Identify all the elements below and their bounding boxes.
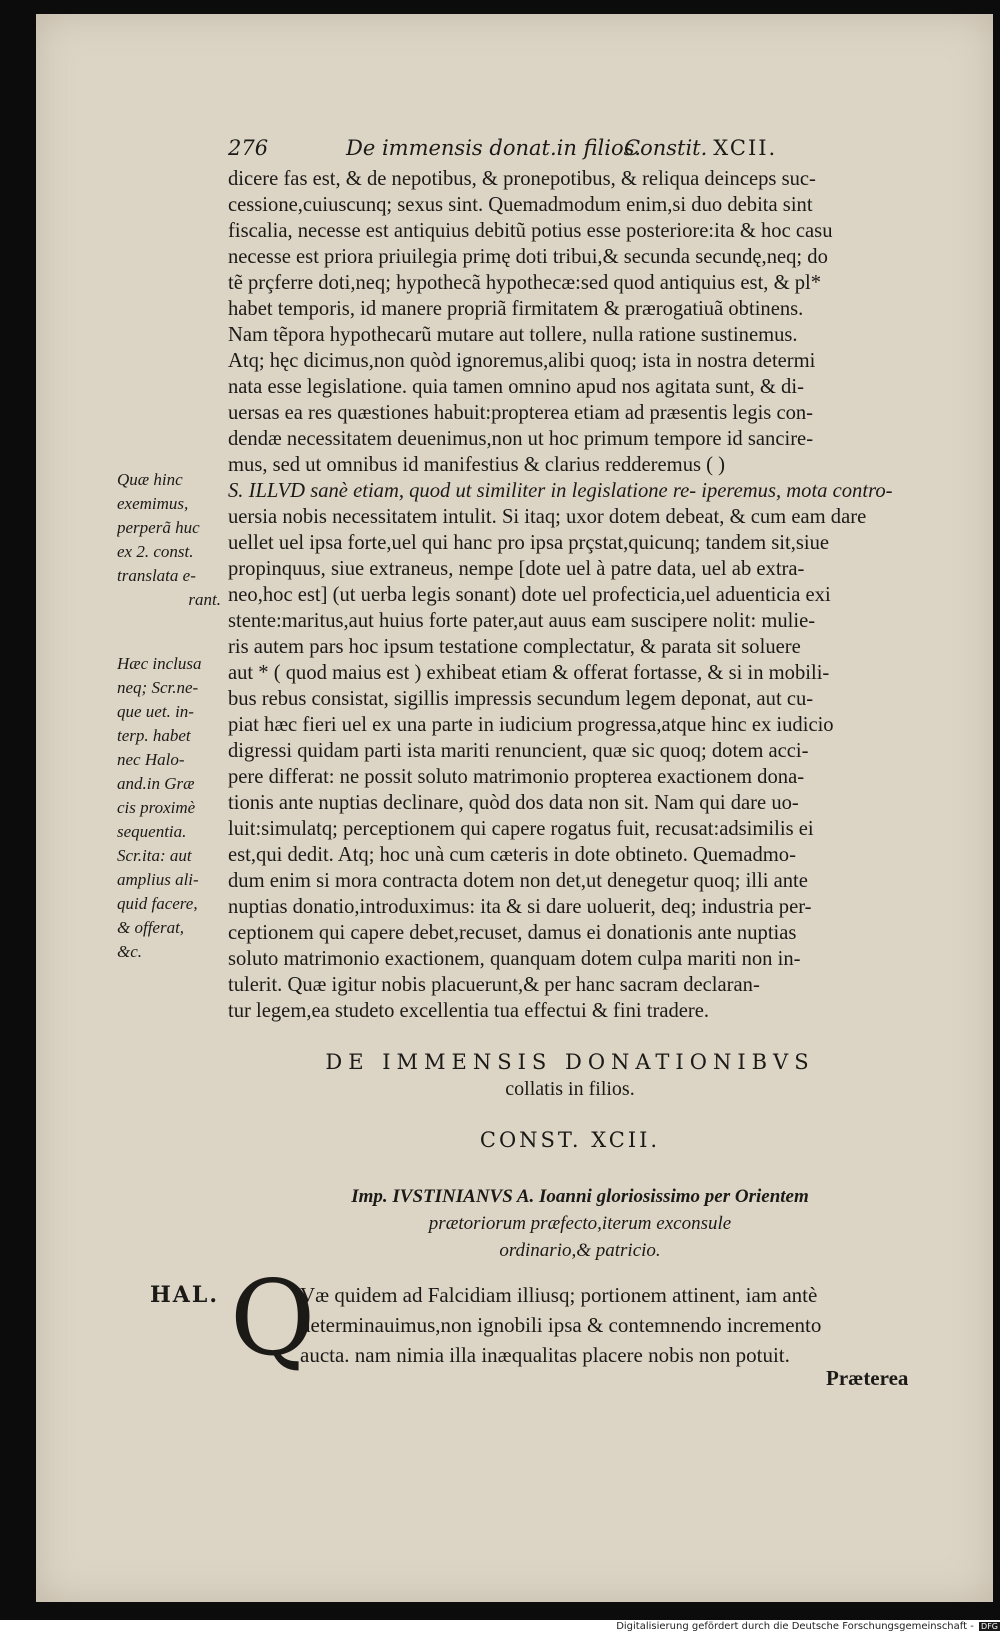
margin-line: rant. bbox=[188, 590, 221, 609]
text-line: cessione,cuiuscunq; sexus sint. Quemadmodum enim,si duo debita sint bbox=[228, 194, 813, 216]
margin-line: amplius ali- bbox=[117, 870, 199, 889]
catchword: Præterea bbox=[826, 1366, 909, 1390]
text-line: dendæ necessitatem deuenimus,non ut hoc primum tempore id sancire- bbox=[228, 428, 814, 450]
margin-line: Hæc inclusa bbox=[117, 654, 202, 673]
text-line: S. ILLVD sanè etiam, quod ut similiter in legislatione re- iperemus, mota contro- bbox=[228, 480, 893, 502]
margin-line: ex 2. const. bbox=[117, 542, 194, 561]
margin-line: exemimus, bbox=[117, 494, 189, 513]
margin-line: que uet. in- bbox=[117, 702, 194, 721]
text-line: tẽ prçferre doti,neq; hypothecã hypothecæ:sed quod antiquius est, & pl* bbox=[228, 272, 822, 294]
drop-capital: Q bbox=[230, 1257, 316, 1379]
inscription-line: ordinario,& patricio. bbox=[499, 1240, 661, 1261]
margin-line: nec Halo- bbox=[117, 750, 185, 769]
running-const-number: XCII. bbox=[713, 136, 778, 160]
text-line: nata esse legislatione. quia tamen omnino apud nos agitata sunt, & di- bbox=[228, 376, 804, 398]
inscription-line: prætoriorum præfecto,iterum exconsule bbox=[428, 1213, 732, 1234]
text-line: piat hæc fieri uel ex una parte in iudicium progressa,atque hinc ex iudicio bbox=[228, 714, 834, 736]
margin-line: neq; Scr.ne- bbox=[117, 678, 199, 697]
text-line: aut * ( quod maius est ) exhibeat etiam & offerat fortasse, & si in mobili- bbox=[228, 662, 830, 684]
margin-line: cis proximè bbox=[117, 798, 196, 817]
text-line: propinquus, siue extraneus, nempe [dote uel à patre data, uel ab extra- bbox=[228, 558, 805, 580]
text-line: uellet uel ipsa forte,uel qui hanc pro ipsa prçstat,quicunq; tandem sit,siue bbox=[228, 532, 830, 554]
text-line: Nam tẽpora hypothecarũ mutare aut tollere, nulla ratione sustinemus. bbox=[228, 324, 798, 346]
section-subheading: collatis in filios. bbox=[505, 1078, 635, 1100]
margin-line: sequentia. bbox=[117, 822, 187, 841]
text-line: necesse est priora priuilegia primę doti tribui,& secunda secundę,neq; do bbox=[228, 246, 828, 268]
text-line: nuptias donatio,introduximus: ita & si dare uoluerit, deq; industria per- bbox=[228, 896, 812, 918]
text-line: aucta. nam nimia illa inæqualitas placere nobis non potuit. bbox=[300, 1343, 790, 1367]
section-heading: DE IMMENSIS DONATIONIBVS bbox=[325, 1050, 815, 1074]
running-head bbox=[228, 136, 828, 166]
margin-line: & offerat, bbox=[117, 918, 185, 937]
text-line: tionis ante nuptias declinare, quòd dos data non sit. Nam qui dare uo- bbox=[228, 792, 799, 814]
text-line: habet temporis, id manere propriã firmitatem & prærogatiuã obtinens. bbox=[228, 298, 804, 320]
margin-line: terp. habet bbox=[117, 726, 191, 745]
page-number: 276 bbox=[228, 136, 269, 160]
margin-line: perperã huc bbox=[117, 518, 200, 537]
footer-text: Digitalisierung gefördert durch die Deutsche Forschungsgemeinschaft - bbox=[616, 1621, 974, 1632]
margin-line: &c. bbox=[117, 942, 143, 961]
digitization-footer bbox=[580, 1621, 1000, 1636]
text-line: fiscalia, necesse est antiquius debitũ potius esse posteriore:ita & hoc casu bbox=[228, 220, 833, 242]
dfg-logo: DFG bbox=[981, 1621, 998, 1631]
text-line: mus, sed ut omnibus id manifestius & clarius redderemus ( ) bbox=[228, 454, 726, 476]
text-line: digressi quidam parti ista mariti renuncient, quæ sic quoq; dotem acci- bbox=[228, 740, 809, 762]
margin-note-1 bbox=[117, 468, 221, 612]
text-line: Væ quidem ad Falcidiam illiusq; portionem attinent, iam antè bbox=[300, 1283, 818, 1307]
text-line: Atq; hęc dicimus,non quòd ignoremus,alibi quoq; ista in nostra determi bbox=[228, 350, 816, 372]
constitution-text bbox=[300, 1280, 920, 1370]
text-line: pere differat: ne possit soluto matrimonio propterea exactionem dona- bbox=[228, 766, 805, 788]
text-line: stente:maritus,aut huius forte pater,aut auus eam suscipere nolit: mulie- bbox=[228, 610, 816, 632]
margin-line: Quæ hinc bbox=[117, 470, 183, 489]
text-line: est,qui dedit. Atq; hoc unà cum cæteris in dote obtineto. Quemadmo- bbox=[228, 844, 796, 866]
inscription-line: Imp. IVSTINIANVS A. Ioanni gloriosissimo per Orientem bbox=[351, 1186, 809, 1207]
text-line: soluto matrimonio exactionem, quanquam dotem culpa mariti non in- bbox=[228, 948, 801, 970]
text-line: tulerit. Quæ igitur nobis placuerunt,& per hanc sacram declaran- bbox=[228, 974, 760, 996]
text-line: luit:simulatq; perceptionem qui capere rogatus fuit, recusat:adsimilis ei bbox=[228, 818, 814, 840]
text-line: tur legem,ea studeto excellentia tua effectui & fini tradere. bbox=[228, 1000, 710, 1022]
margin-source-label: HAL. bbox=[150, 1282, 219, 1308]
text-line: ris autem pars hoc ipsum testatione complectatur, & parata sit soluere bbox=[228, 636, 801, 658]
text-line: ceptionem qui capere debet,recuset, damus ei donationis ante nuptias bbox=[228, 922, 797, 944]
running-const-label: Constit. bbox=[624, 136, 708, 160]
margin-note-2 bbox=[117, 652, 221, 964]
margin-line: Scr.ita: aut bbox=[117, 846, 192, 865]
margin-line: translata e- bbox=[117, 566, 196, 585]
text-line: uersas ea res quæstiones habuit:propterea etiam ad præsentis legis con- bbox=[228, 402, 814, 424]
text-line: determinauimus,non ignobili ipsa & contemnendo incremento bbox=[300, 1313, 822, 1337]
running-title: De immensis donat.in filios. bbox=[346, 136, 642, 160]
margin-line: quid facere, bbox=[117, 894, 198, 913]
constitution-heading: CONST. XCII. bbox=[479, 1128, 661, 1152]
margin-line: and.in Græ bbox=[117, 774, 195, 793]
inscription bbox=[300, 1183, 860, 1264]
text-line: dum enim si mora contracta dotem non det,ut denegetur quoq; illi ante bbox=[228, 870, 808, 892]
text-line: bus rebus consistat, sigillis impressis secundum legem deponat, aut cu- bbox=[228, 688, 814, 710]
text-line: neo,hoc est] (ut uerba legis sonant) dote uel profecticia,uel aduenticia exi bbox=[228, 584, 831, 606]
text-line: dicere fas est, & de nepotibus, & pronepotibus, & reliqua deinceps suc- bbox=[228, 168, 816, 190]
main-text-block bbox=[228, 166, 960, 1024]
text-line: uersia nobis necessitatem intulit. Si itaq; uxor dotem debeat, & cum eam dare bbox=[228, 506, 867, 528]
